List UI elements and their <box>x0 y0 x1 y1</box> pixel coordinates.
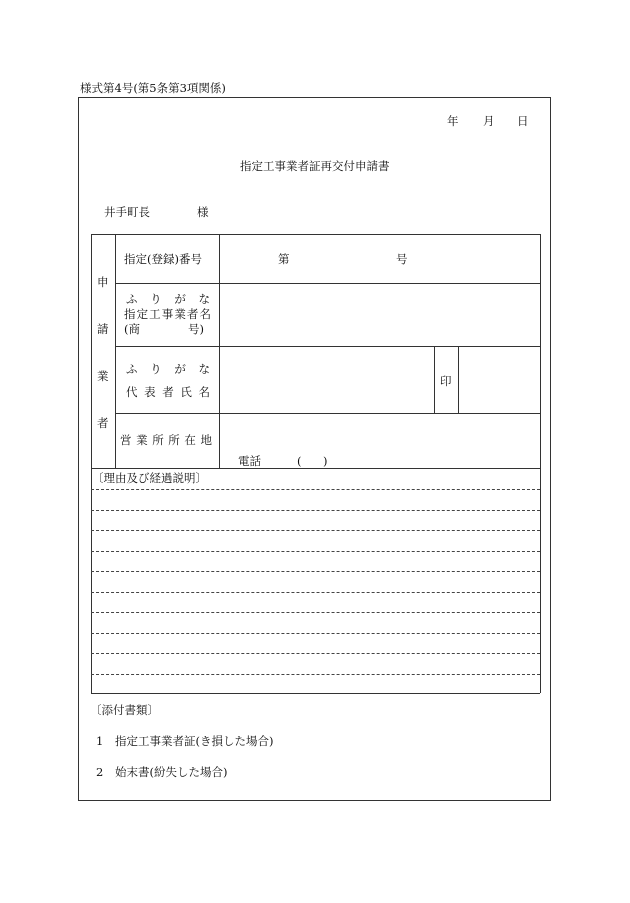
furigana-char: な <box>198 292 210 306</box>
table-left-line <box>91 234 92 693</box>
attachment-1-text: 指定工事業者証(き損した場合) <box>115 734 274 748</box>
row-line-3 <box>115 413 540 414</box>
addressee-name: 井手町長 <box>104 205 150 219</box>
designation-number-prefix: 第 <box>278 252 290 266</box>
reason-line <box>91 592 540 593</box>
office-address-label <box>120 433 212 447</box>
date-day: 日 <box>517 114 529 128</box>
label-char: 業 <box>174 307 186 321</box>
rep-name-label <box>126 385 210 399</box>
label-char: 所 <box>168 433 180 447</box>
applicant-char-3: 業 <box>97 369 109 383</box>
table-bottom-line <box>91 468 540 469</box>
label-char: 代 <box>126 385 138 399</box>
form-title: 指定工事業者証再交付申請書 <box>240 159 390 173</box>
phone-paren-close: ) <box>323 454 328 468</box>
furigana-char: り <box>150 292 162 306</box>
applicant-char-1: 申 <box>97 275 109 289</box>
company-name-label <box>124 307 211 321</box>
form-border <box>78 97 551 801</box>
seal-right-line <box>458 346 459 413</box>
reason-line <box>91 551 540 552</box>
row-line-2 <box>115 346 540 347</box>
reason-line <box>91 510 540 511</box>
label-char: 者 <box>162 385 174 399</box>
phone-label: 電話 <box>238 454 261 468</box>
label-char: 営 <box>120 433 132 447</box>
furigana-char: り <box>150 362 162 376</box>
date-year: 年 <box>447 114 459 128</box>
designation-number-suffix: 号 <box>396 252 408 266</box>
label-char: 名 <box>198 385 210 399</box>
label-char: 在 <box>184 433 196 447</box>
reason-line <box>91 674 540 675</box>
date-month: 月 <box>483 114 495 128</box>
applicant-char-2: 請 <box>97 322 109 336</box>
addressee-honorific: 様 <box>197 205 209 219</box>
label-char: 定 <box>136 307 149 321</box>
label-char: 氏 <box>180 385 192 399</box>
reason-heading: 〔理由及び経過説明〕 <box>92 471 207 485</box>
table-top-line <box>91 234 540 235</box>
label-char: 事 <box>161 307 174 321</box>
furigana-char: な <box>198 362 210 376</box>
table-right-line <box>540 234 541 693</box>
label-char: 業 <box>136 433 148 447</box>
attachment-1-number: 1 <box>96 734 104 748</box>
reason-line <box>91 653 540 654</box>
form-number: 様式第4号(第5条第3項関係) <box>80 81 226 95</box>
company-furigana-label <box>126 292 210 306</box>
applicant-char-4: 者 <box>97 416 109 430</box>
label-char: 名 <box>199 307 211 321</box>
furigana-char: が <box>174 292 186 306</box>
attachment-2-number: 2 <box>96 765 104 779</box>
phone-paren-open: ( <box>297 454 302 468</box>
furigana-char: ふ <box>126 362 138 376</box>
applicant-column-line <box>115 234 116 468</box>
trade-name-open: (商 <box>124 322 140 336</box>
trade-name-close: 号) <box>188 322 204 336</box>
label-char: 地 <box>200 433 212 447</box>
furigana-char: が <box>174 362 186 376</box>
attachment-2-text: 始末書(紛失した場合) <box>115 765 228 779</box>
reason-line <box>91 612 540 613</box>
rep-furigana-label <box>126 362 210 376</box>
label-char: 所 <box>152 433 164 447</box>
label-char: 表 <box>144 385 156 399</box>
reason-bottom-line <box>91 693 540 694</box>
label-char: 工 <box>149 307 161 321</box>
seal-left-line <box>434 346 435 413</box>
reason-line <box>91 571 540 572</box>
reason-line <box>91 633 540 634</box>
reason-line <box>91 489 540 490</box>
label-column-line <box>219 234 220 468</box>
furigana-char: ふ <box>126 292 138 306</box>
seal-label: 印 <box>440 374 452 388</box>
label-char: 者 <box>186 307 199 321</box>
label-char: 指 <box>124 307 136 321</box>
attachments-heading: 〔添付書類〕 <box>90 703 159 717</box>
reason-line <box>91 530 540 531</box>
designation-number-label: 指定(登録)番号 <box>124 252 202 266</box>
row-line-1 <box>115 283 540 284</box>
